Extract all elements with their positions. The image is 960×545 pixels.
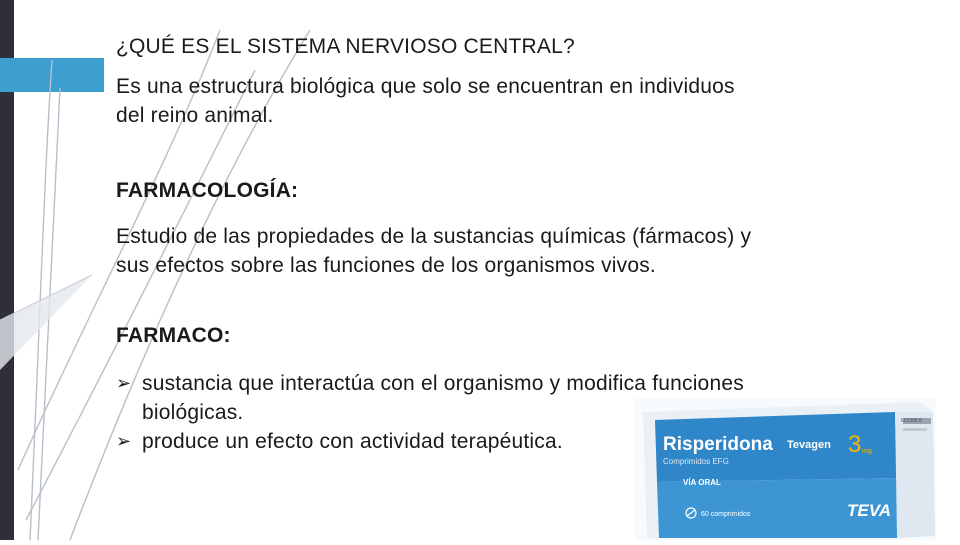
definition-text [116, 72, 836, 130]
arrow-bullet-icon: ➢ [116, 373, 132, 393]
slide-content [116, 32, 836, 456]
dose-value: 3 [848, 431, 862, 458]
form-label: Comprimidos EFG [663, 457, 729, 466]
pharmacology-line-1: Estudio de las propiedades de la sustancias químicas (fármacos) y [116, 225, 752, 248]
definition-line-1: Es una estructura biológica que solo se encuentran en individuos [116, 75, 735, 98]
bullet-line-1: produce un efecto con actividad terapéutica. [142, 430, 563, 453]
definition-line-2: del reino animal. [116, 104, 274, 127]
route-label: VÍA ORAL [683, 478, 721, 487]
medicine-box-drawing [635, 398, 936, 540]
maker-tag: Tevagen [787, 439, 831, 451]
pharmacology-heading: FARMACOLOGÍA: [116, 179, 299, 202]
brand-name: Risperidona [663, 434, 773, 455]
bullet-line-2: biológicas. [142, 401, 244, 424]
pharmacology-text [116, 222, 836, 280]
drug-heading: FARMACO: [116, 324, 231, 347]
product-code: 653388.8 [901, 418, 922, 424]
medicine-box-image [635, 398, 936, 540]
slide-title: ¿QUÉ ES EL SISTEMA NERVIOSO CENTRAL? [116, 35, 575, 58]
count-label: 60 comprimidos [701, 511, 751, 518]
manufacturer-logo: TEVA [847, 501, 892, 520]
bullet-line-1: sustancia que interactúa con el organismo y modifica funciones [142, 372, 744, 395]
accent-tab [0, 58, 104, 92]
dose-unit: mg [862, 448, 872, 455]
arrow-bullet-icon: ➢ [116, 431, 132, 451]
pharmacology-line-2: sus efectos sobre las funciones de los organismos vivos. [116, 254, 656, 277]
